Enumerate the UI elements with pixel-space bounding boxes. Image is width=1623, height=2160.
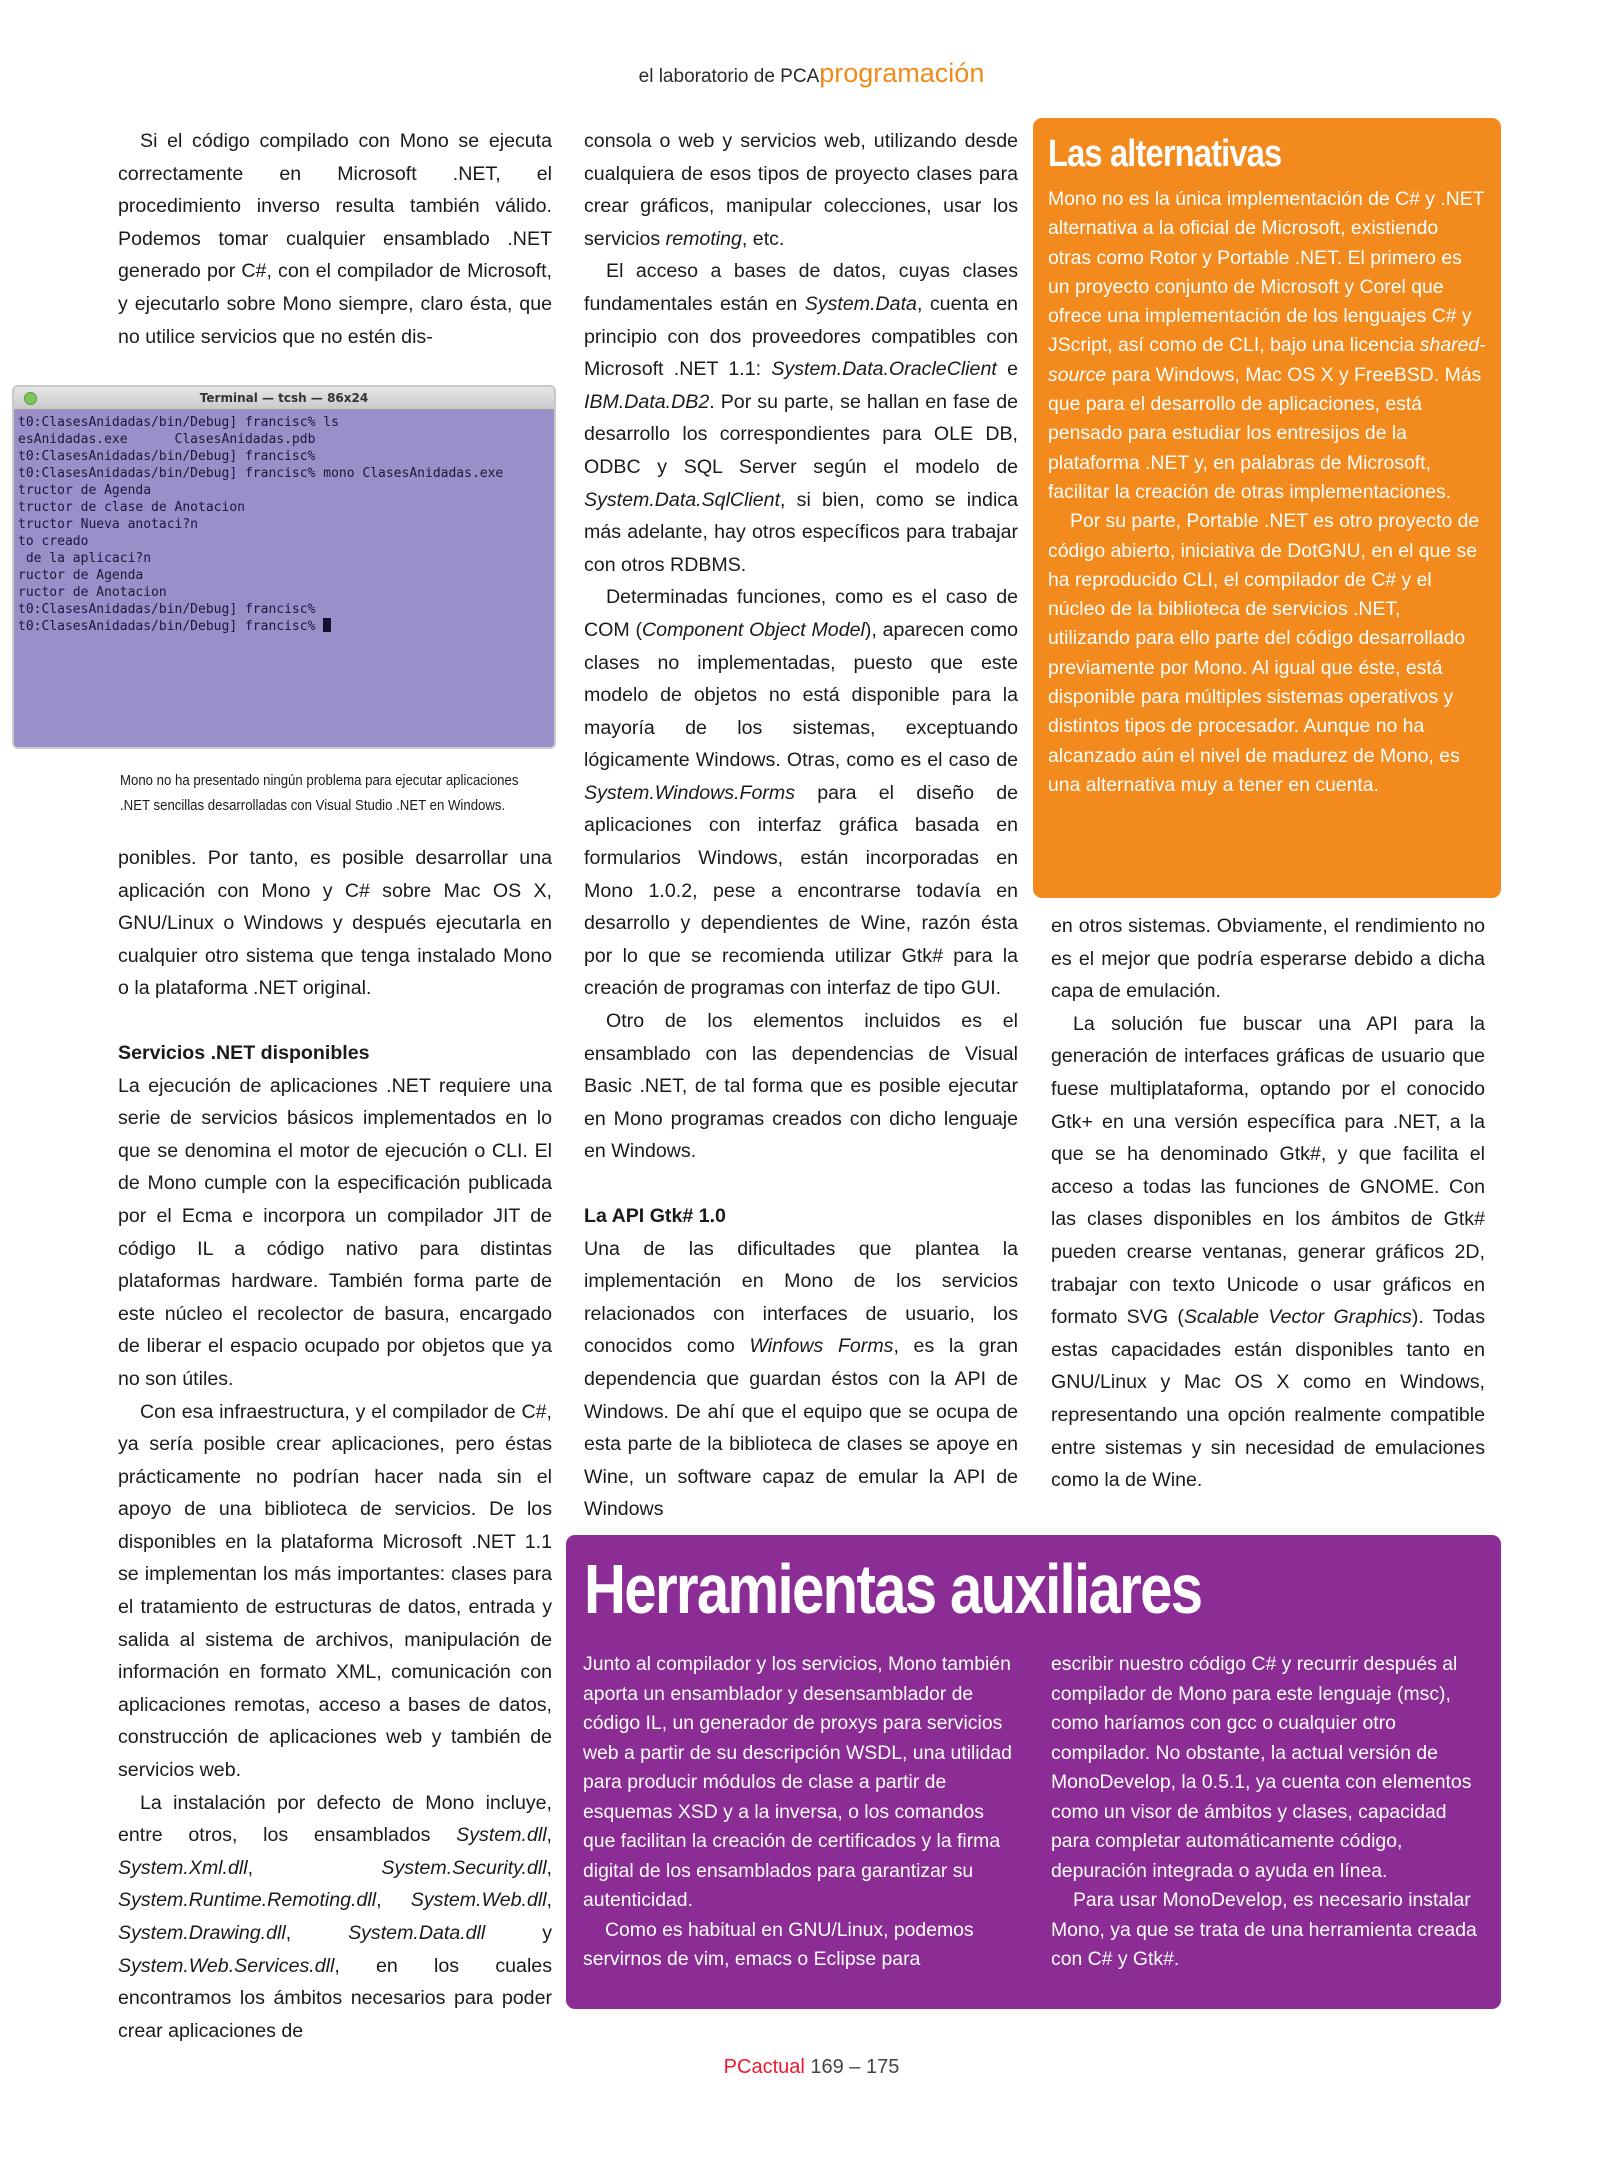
paragraph: ponibles. Por tanto, es posible desarrollar una aplicación con Mono y C# sobre Mac OS X, GNU/Linux o Windows y después ejecutarla en cualquier otro sistema que tenga instalado Mono o la plataforma .NET original. xyxy=(118,847,552,1000)
cursor-icon xyxy=(323,618,331,632)
magazine-brand: PCactual xyxy=(723,2056,805,2078)
sidebar-column-left xyxy=(583,1650,1019,1975)
terminal-line: tructor de clase de Anotacion xyxy=(18,500,245,515)
paragraph: consola o web y servicios web, utilizando desde cualquiera de esos tipos de proyecto clases para crear gráficos, manipular colecciones, usar los servicios remoting, etc. xyxy=(584,130,1018,250)
terminal-line: t0:ClasesAnidadas/bin/Debug] francisc% mono ClasesAnidadas.exe xyxy=(18,466,504,481)
terminal-title: Terminal — tcsh — 86x24 xyxy=(199,391,369,405)
paragraph: Una de las dificultades que plantea la implementación en Mono de los servicios relacionados con interfaces de usuario, los conocidos como Winfows Forms, es la gran dependencia que guardan éstos con la API de Windows. De ahí que el equipo que se ocupa de esta parte de la biblioteca de clases se apoye en Wine, un software capaz de emular la API de Windows xyxy=(584,1237,1018,1521)
header-section: programación xyxy=(819,58,985,88)
header-prefix: el laboratorio de PCA xyxy=(638,66,820,87)
page-numbers: 169 – 175 xyxy=(804,2056,900,2078)
paragraph: La instalación por defecto de Mono incluye, entre otros, los ensamblados System.dll, System.Xml.dll, System.Security.dll, System.Runtime.Remoting.dll, System.Web.dll, System.Drawing.dll, System.Data.dll y System.Web.Services.dll, en los cuales encontramos los ámbitos necesarios para poder crear aplicaciones de xyxy=(118,1791,552,2042)
paragraph: Determinadas funciones, como es el caso de COM (Component Object Model), aparecen como clases no implementadas, puesto que este modelo de objetos no está disponible para la mayoría de los sistemas, exceptuando lógicamente Windows. Otras, como es el caso de System.Windows.Forms para el diseño de aplicaciones con interfaz gráfica basada en formularios Windows, están incorporadas en Mono 1.0.2, pese a encontrarse todavía en desarrollo y dependientes de Wine, razón ésta por lo que se recomienda utilizar Gtk# para la creación de programas con interfaz de tipo GUI. xyxy=(584,586,1018,1000)
sidebar-title: Las alternativas xyxy=(1048,133,1282,175)
paragraph: La ejecución de aplicaciones .NET requiere una serie de servicios básicos implementados en lo que se denomina el motor de ejecución o CLI. El de Mono cumple con la especificación publicada por el Ecma e incorpora un compilador JIT de código IL a código nativo para distintas plataformas hardware. También forma parte de este núcleo el recolector de basura, encargado de liberar el espacio ocupado por objetos que ya no son útiles. xyxy=(118,1074,552,1390)
terminal-line: t0:ClasesAnidadas/bin/Debug] francisc% xyxy=(18,602,316,617)
paragraph: Junto al compilador y los servicios, Mono también aporta un ensamblador y desensamblador de código IL, un generador de proxys para servicios web a partir de su descripción WSDL, una utilidad para producir módulos de clase a partir de esquemas XSD y a la inversa, o los comandos que facilitan la creación de certificados y la firma digital de los ensamblados para garantizar su autenticidad. xyxy=(583,1653,1012,1911)
sidebar-column-right xyxy=(1051,1650,1487,1975)
column-3 xyxy=(1051,910,1485,1497)
paragraph: El acceso a bases de datos, cuyas clases fundamentales están en System.Data, cuenta en principio con dos proveedores compatibles con Microsoft .NET 1.1: System.Data.OracleClient e IBM.Data.DB2. Por su parte, se hallan en fase de desarrollo los correspondientes para OLE DB, ODBC y SQL Server según el modelo de System.Data.SqlClient, si bien, como se indica más adelante, hay otros específicos para trabajar con otros RDBMS. xyxy=(584,260,1019,576)
terminal-line: t0:ClasesAnidadas/bin/Debug] francisc% xyxy=(18,449,316,464)
paragraph: La solución fue buscar una API para la generación de interfaces gráficas de usuario que fuese multiplataforma, optando por el conocido Gtk+ en una versión específica para .NET, a la que se ha denominado Gtk#, y que facilita el acceso a todas las funciones de GNOME. Con las clases disponibles en los ámbitos de Gtk# pueden crearse ventanas, generar gráficos 2D, trabajar con texto Unicode o usar gráficos en formato SVG (Scalable Vector Graphics). Todas estas capacidades están disponibles tanto en GNU/Linux y Mac OS X como en Windows, representando una opción realmente compatible entre sistemas y sin necesidad de emulaciones como la de Wine. xyxy=(1051,1012,1486,1492)
paragraph: Otro de los elementos incluidos es el ensamblado con las dependencias de Visual Basic .NET, de tal forma que es posible ejecutar en Mono programas creados con dicho lenguaje en Windows. xyxy=(584,1010,1018,1163)
terminal-titlebar xyxy=(14,387,554,410)
column-2 xyxy=(584,125,1018,1526)
paragraph: escribir nuestro código C# y recurrir después al compilador de Mono para este lenguaje (msc), como haríamos con gcc o cualquier otro compilador. No obstante, la actual versión de MonoDevelop, la 0.5.1, ya cuenta con elementos como un visor de ámbitos y clases, capacidad para completar automáticamente código, depuración integrada o ayuda en línea. xyxy=(1051,1653,1472,1882)
paragraph: Para usar MonoDevelop, es necesario instalar Mono, ya que se trata de una herramienta creada con C# y Gtk#. xyxy=(1051,1889,1477,1970)
terminal-line: ructor de Agenda xyxy=(18,568,144,583)
figure-caption: Mono no ha presentado ningún problema para ejecutar aplicaciones .NET sencillas desarrolladas con Visual Studio .NET en Windows. xyxy=(120,772,519,814)
section-heading: Servicios .NET disponibles xyxy=(118,1041,370,1064)
terminal-output xyxy=(14,410,554,635)
terminal-line: tructor Nueva anotaci?n xyxy=(18,517,199,532)
sidebar-box-herramientas xyxy=(566,1535,1501,2009)
terminal-line: tructor de Agenda xyxy=(18,483,152,498)
section-heading: La API Gtk# 1.0 xyxy=(584,1205,726,1227)
paragraph: Como es habitual en GNU/Linux, podemos servirnos de vim, emacs o Eclipse para xyxy=(583,1918,974,1970)
running-header xyxy=(0,58,1623,89)
terminal-line: ructor de Anotacion xyxy=(18,585,167,600)
paragraph: Por su parte, Portable .NET es otro proyecto de código abierto, iniciativa de DotGNU, en el que se ha reproducido CLI, el compilador de C# y el núcleo de la biblioteca de servicios .NET, utilizando para ello parte del código desarrollado previamente por Mono. Al igual que éste, está disponible para múltiples sistemas operativos y distintos tipos de procesador. Aunque no ha alcanzado aún el nivel de madurez de Mono, es una alternativa muy a tener en cuenta. xyxy=(1048,510,1480,796)
terminal-screenshot xyxy=(14,387,554,747)
column-1-bottom xyxy=(118,842,552,2047)
sidebar-box-alternativas xyxy=(1033,118,1501,898)
terminal-line: de la aplicaci?n xyxy=(18,551,152,566)
terminal-line: t0:ClasesAnidadas/bin/Debug] francisc% xyxy=(18,619,324,634)
paragraph: Mono no es la única implementación de C# y .NET alternativa a la oficial de Microsoft, existiendo otras como Rotor y Portable .NET. El primero es un proyecto conjunto de Microsoft y Corel que ofrece una implementación de los lenguajes C# y JScript, así como de CLI, bajo una licencia shared-source para Windows, Mac OS X y FreeBSD. Más que para el desarrollo de aplicaciones, está pensado para estudiar los entresijos de la plataforma .NET y, en palabras de Microsoft, facilitar la creación de otras implementaciones. xyxy=(1048,188,1486,503)
paragraph: Con esa infraestructura, y el compilador de C#, ya sería posible crear aplicaciones, pero éstas prácticamente no podrían hacer nada sin el apoyo de una biblioteca de servicios. De los disponibles en la plataforma Microsoft .NET 1.1 se implementan los más importantes: clases para el tratamiento de estructuras de datos, entrada y salida al sistema de archivos, manipulación de información en formato XML, comunicación con aplicaciones remotas, acceso a bases de datos, construcción de aplicaciones web y también de servicios web. xyxy=(118,1400,552,1782)
terminal-line: to creado xyxy=(18,534,89,549)
terminal-line: esAnidadas.exe ClasesAnidadas.pdb xyxy=(18,432,316,447)
sidebar-body xyxy=(1048,185,1486,800)
page-footer xyxy=(0,2056,1623,2079)
paragraph: en otros sistemas. Obviamente, el rendimiento no es el mejor que podría esperarse debido a dicha capa de emulación. xyxy=(1051,915,1485,1003)
window-button-icon xyxy=(24,392,37,405)
column-1-top xyxy=(118,125,552,353)
terminal-line: t0:ClasesAnidadas/bin/Debug] francisc% ls xyxy=(18,415,339,430)
paragraph: Si el código compilado con Mono se ejecuta correctamente en Microsoft .NET, el procedimiento inverso resulta también válido. Podemos tomar cualquier ensamblado .NET generado por C#, con el compilador de Microsoft, y ejecutarlo sobre Mono siempre, claro ésta, que no utilice servicios que no estén dis- xyxy=(118,130,552,348)
sidebar-title: Herramientas auxiliares xyxy=(584,1550,1202,1628)
